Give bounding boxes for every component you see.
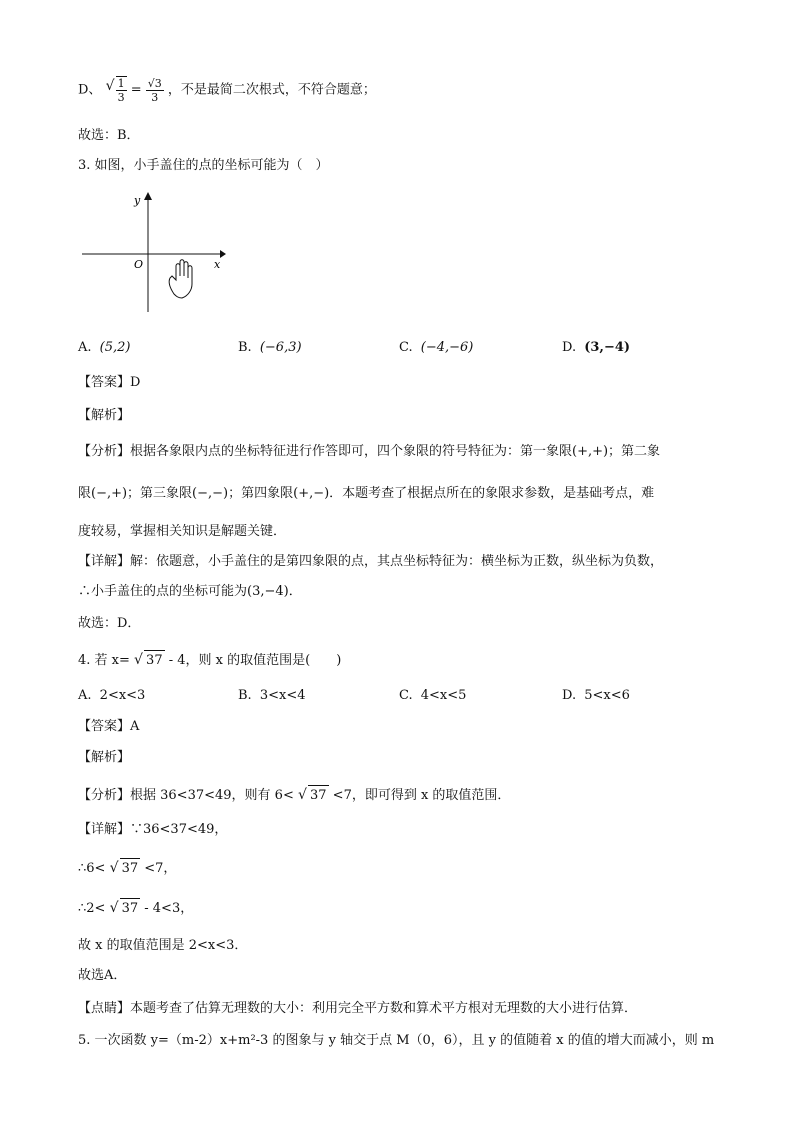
radical: √ 37 [298,785,329,806]
q2-choose: 故选：B． [78,128,140,143]
q3-option-b[interactable]: B. (−6,3) [238,340,302,355]
q3-analysis-tag: 【解析】 [78,408,131,423]
radical: √ 37 [110,898,141,919]
coordinate-figure [78,188,228,318]
q4-comment: 【点睛】本题考查了估算无理数的大小：利用完全平方数和算术平方根对无理数的大小进行估算． [78,1001,638,1016]
q4-stem: 4. 若 x= √ 37 - 4，则 x 的取值范围是( ) [78,650,341,671]
x-label: x [214,258,221,271]
q3-stem: 3. 如图，小手盖住的点的坐标可能为（ ） [78,158,329,173]
x-arrow [220,250,226,258]
q4-option-c[interactable]: C. 4<x<5 [399,688,467,703]
q3-option-d[interactable]: D. (3,−4) [562,340,631,355]
q4-option-d[interactable]: D. 5<x<6 [562,688,630,703]
q3-answer: 【答案】D [78,375,141,390]
origin-label: O [134,258,144,271]
radical: √ 37 [134,650,165,671]
q4-detail-1: 【详解】∵36<37<49， [78,822,228,837]
option-letter: D、 [78,82,102,98]
radical: √ 37 [110,858,141,879]
y-arrow [144,192,152,200]
q4-choose: 故选A． [78,968,127,983]
q4-conclusion: 故 x 的取值范围是 2<x<3． [78,938,248,953]
radical-sign: √ [105,78,115,94]
hand-icon [169,260,192,298]
prev-option-d: D、 √ $\frac{1}{3}$ = $\frac{√3}{3}$ ，不是最简二次根式，不符合题意； [78,76,376,104]
q3-analysis-2: 限(−,+)；第三象限(−,−)；第四象限(+,−)．本题考查了根据点所在的象限求参数，是基础考点，难 [78,486,655,501]
rhs-fraction: $\frac{√3}{3}$ [147,76,162,104]
q4-detail-3: ∴2< √ 37 - 4<3， [78,898,193,919]
q3-choose: 故选：D． [78,616,141,631]
q3-analysis-3: 度较易，掌握相关知识是解题关键． [78,524,287,539]
q4-analysis-tag: 【解析】 [78,750,131,765]
q4-detail-2: ∴6< √ 37 <7， [78,858,176,879]
y-label: y [134,194,141,207]
q3-detail-1: 【详解】解：依题意，小手盖住的是第四象限的点，其点坐标特征为：横坐标为正数，纵坐标为负数， [78,554,664,569]
q3-analysis-1: 【分析】根据各象限内点的坐标特征进行作答即可，四个象限的符号特征为：第一象限(+,+)；第二象 [78,444,661,459]
q3-option-c[interactable]: C. (−4,−6) [399,340,474,355]
q4-answer: 【答案】A [78,719,140,734]
q4-option-a[interactable]: A. 2<x<3 [78,688,146,703]
q3-option-a[interactable]: A. (5,2) [78,340,131,355]
q4-option-b[interactable]: B. 3<x<4 [238,688,306,703]
q5-stem: 5. 一次函数 y=（m-2）x+m²-3 的图象与 y 轴交于点 M（0，6），且 y 的值随着 x 的值的增大而减小，则 m [78,1033,715,1048]
sqrt-fraction: √ $\frac{1}{3}$ [105,77,125,104]
q3-detail-2: ∴小手盖住的点的坐标可能为(3,−4)． [78,584,302,599]
q4-analysis: 【分析】根据 36<37<49，则有 6< √ 37 <7，即可得到 x 的取值范围． [78,785,510,806]
